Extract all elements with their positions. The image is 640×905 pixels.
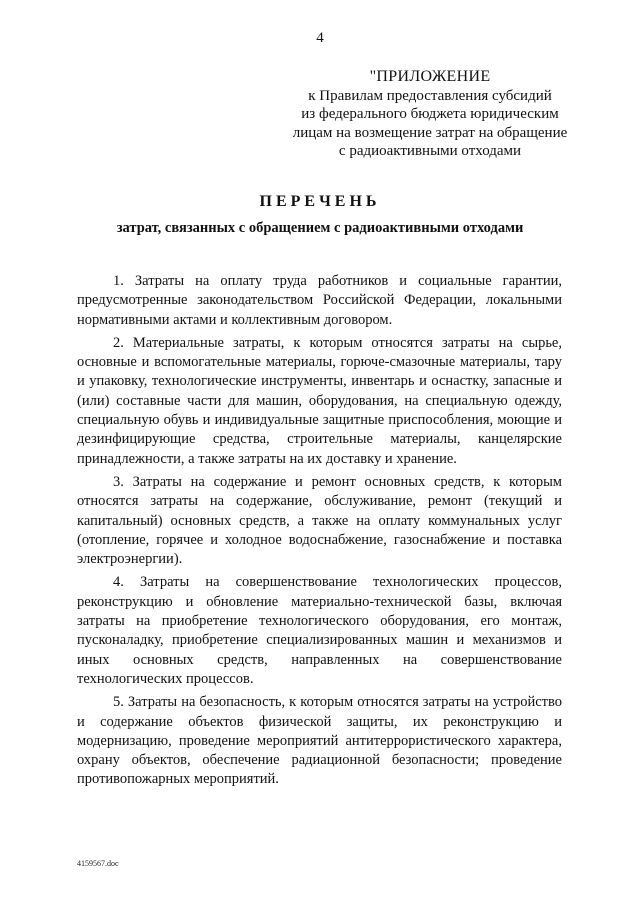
paragraph-3: 3. Затраты на содержание и ремонт основных средств, к которым относятся затраты на содержание, обслуживание, ремонт (текущий и капитальный) основных средств, а также на оплату коммунальных услуг (отопление, горячее и холодное водоснабжение, газоснабжение и поставка электроэнергии). [77, 473, 562, 568]
paragraph-5: 5. Затраты на безопасность, к которым относятся затраты на устройство и содержание объектов физической защиты, их реконструкцию и модернизацию, проведение мероприятий антитеррористического характера, охрану объектов, обеспечение радиационной безопасности; проведение противопожарных мероприятий. [77, 694, 562, 788]
paragraph-2: 2. Материальные затраты, к которым относятся затраты на сырье, основные и вспомогательные материалы, горюче-смазочные материалы, тару и упаковку, технологические инструменты, инвентарь и оснастку, запасные и (или) составные части для машин, оборудования, на специальную одежду, специальную обувь и индивидуальные защитные приспособления, моющие и дезинфицирующие средства, строительные материалы, канцелярские принадлежности, а также затраты на их доставку и хранение. [77, 334, 562, 467]
appendix-block [290, 68, 570, 161]
paragraph-1: 1. Затраты на оплату труда работников и социальные гарантии, предусмотренные законодательством Российской Федерации, локальными нормативными актами и коллективным договором. [77, 273, 562, 328]
appendix-line: лицам на возмещение затрат на обращение [292, 124, 568, 141]
appendix-line: из федерального бюджета юридическим [301, 106, 559, 122]
file-name-footer: 4159567.doc [77, 859, 119, 868]
appendix-line: к Правилам предоставления субсидий [308, 87, 552, 104]
appendix-line: с радиоактивными отходами [338, 143, 522, 159]
document-subheading: затрат, связанных с обращением с радиоактивными отходами [116, 220, 524, 236]
document-heading: ПЕРЕЧЕНЬ [259, 193, 381, 210]
appendix-title: "ПРИЛОЖЕНИЕ [369, 68, 491, 85]
page-number: 4 [316, 30, 324, 46]
paragraph-4: 4. Затраты на совершенствование технологических процессов, реконструкцию и обновление материально-технической базы, включая затраты на приобретение технологического оборудования, его монтаж, пусконаладку, приобретение специализированных машин и механизмов и иных основных средств, направленных на совершенствование технологических процессов. [77, 574, 562, 687]
document-body [77, 272, 562, 794]
